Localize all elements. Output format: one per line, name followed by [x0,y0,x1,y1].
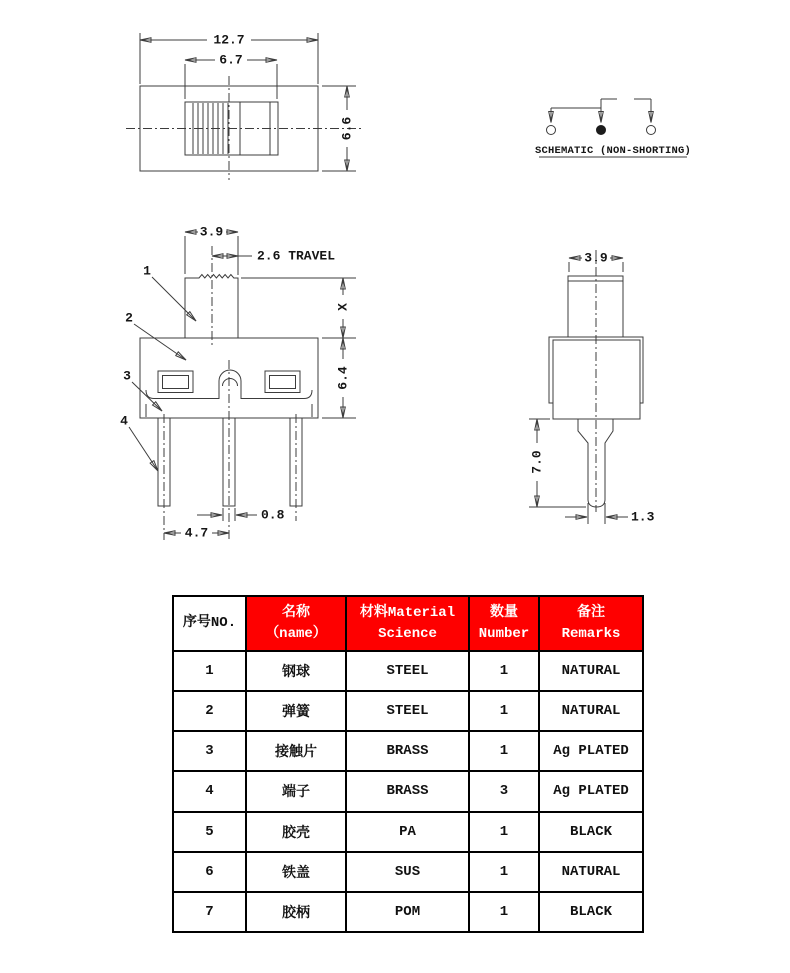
cell-qty: 1 [469,892,539,932]
dimension-knob-height-x [241,278,356,338]
top-view [126,33,364,181]
cell-qty: 1 [469,852,539,892]
dimension-body-depth [322,86,356,171]
cover-window-left [158,371,193,393]
table-row [173,812,643,852]
table-header-row [173,596,643,651]
cell-name: 铁盖 [246,852,346,892]
column-header-material [346,596,469,651]
cell-no: 2 [173,691,246,731]
dimension-pin-tip-width [565,503,655,525]
cell-name: 胶壳 [246,812,346,852]
callout-1: 1 [143,263,151,279]
dimension-travel [212,249,335,264]
dimension-body-height [322,338,356,418]
cell-name: 弹簧 [246,691,346,731]
cell-name: 钢球 [246,651,346,691]
callout-3: 3 [123,368,131,384]
cell-qty: 3 [469,771,539,811]
header-text: Remarks [561,625,621,642]
cell-remarks: BLACK [539,892,643,932]
dimension-pin-pitch [164,526,229,541]
terminal-contact-common [597,126,606,135]
table-row [173,771,643,811]
cell-material: BRASS [346,731,469,771]
dim-label-pin-length: 7.0 [529,450,545,474]
cell-remarks: NATURAL [539,651,643,691]
dim-label-slider-width: 6.7 [219,52,243,68]
dim-label-body-depth: 6.6 [339,116,355,141]
table-row [173,892,643,932]
dim-label-knob-width-front: 3.9 [199,224,224,240]
cell-qty: 1 [469,651,539,691]
dimension-pin-length [529,419,586,507]
dimension-slider-width [185,53,277,100]
header-text: Number [478,625,530,642]
header-text: 备注 [577,604,605,621]
cell-remarks: Ag PLATED [539,731,643,771]
dim-label-outer-width: 12.7 [213,32,245,48]
cell-no: 6 [173,852,246,892]
cell-material: PA [346,812,469,852]
cell-name: 胶柄 [246,892,346,932]
table-row [173,731,643,771]
cell-no: 3 [173,731,246,771]
header-text: 数量 [490,604,518,621]
column-header-no [173,596,246,651]
table-row [173,852,643,892]
terminal-contact-left [547,126,556,135]
terminal-contact-right [647,126,656,135]
cell-qty: 1 [469,691,539,731]
header-text: 序号NO. [182,615,237,631]
cell-no: 5 [173,812,246,852]
cell-qty: 1 [469,731,539,771]
cell-name: 端子 [246,771,346,811]
callout-4: 4 [120,413,128,429]
column-header-qty [469,596,539,651]
front-view [120,225,356,541]
cell-material: BRASS [346,771,469,811]
cell-material: STEEL [346,651,469,691]
dimension-pin-width [197,508,285,523]
table-row [173,651,643,691]
dim-label-body-height: 6.4 [335,366,351,390]
cell-qty: 1 [469,812,539,852]
cell-remarks: Ag PLATED [539,771,643,811]
cell-material: POM [346,892,469,932]
dim-label-pin-tip-width: 1.3 [631,509,655,525]
dim-label-knob-width-side: 3.9 [584,250,608,266]
dim-label-x: X [335,303,351,311]
column-header-name [246,596,346,651]
cell-remarks: NATURAL [539,852,643,892]
callout-2: 2 [125,310,133,326]
header-text: Science [378,625,437,642]
header-text: 名称 [282,604,310,621]
parts-table [172,595,644,933]
cell-name: 接触片 [246,731,346,771]
cell-remarks: NATURAL [539,691,643,731]
cover-window-right [265,371,300,393]
dim-label-pin-pitch: 4.7 [184,525,209,541]
dim-label-pin-width: 0.8 [261,507,285,523]
table-row [173,691,643,731]
header-text: （name） [265,625,327,642]
column-header-remarks [539,596,643,651]
schematic-caption: SCHEMATIC (NON-SHORTING) [534,145,692,157]
dim-label-travel: 2.6 TRAVEL [257,248,336,264]
side-view [529,250,655,525]
schematic-view [535,99,691,157]
cell-no: 1 [173,651,246,691]
cell-remarks: BLACK [539,812,643,852]
cell-material: SUS [346,852,469,892]
cell-material: STEEL [346,691,469,731]
cell-no: 7 [173,892,246,932]
cell-no: 4 [173,771,246,811]
header-text: 材料Material [359,604,456,621]
